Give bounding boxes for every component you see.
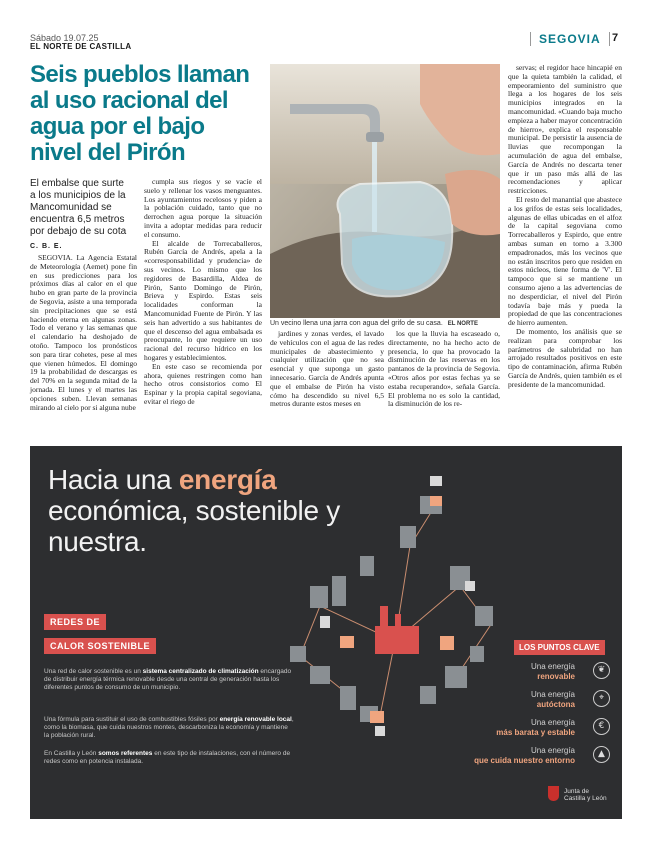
ad-paragraph-3 [44, 750, 294, 766]
logo-line: Castilla y León [564, 795, 607, 802]
logo-line: Junta de [564, 788, 589, 795]
section-name: SEGOVIA [530, 32, 610, 46]
text-span: en este tipo de instalaciones, con el número de redes como en potencia instalada. [44, 750, 291, 765]
text-span: Una fórmula para sustituir el uso de combustibles fósiles por [44, 716, 220, 723]
benefit-line: Una energía [530, 718, 575, 727]
article-subhead: El embalse que surte a los municipios de la Mancomunidad se encuentra 6,5 metros por debajo de su cota [30, 178, 127, 237]
ad-title-highlight: energía [178, 464, 277, 495]
newspaper-name: EL NORTE DE CASTILLA [30, 42, 132, 51]
issue-date: Sábado 19.07.25 [30, 33, 99, 43]
article-column-4 [388, 330, 500, 409]
benefit-highlight: más barata y estable [496, 728, 575, 737]
paragraph: SEGOVIA. La Agencia Estatal de Meteorología (Aemet) pone fin en sus predicciones para los próximos días al calor en el que hubo en gran parte de la provincia de Segovia, asiste a una temporada sin precipitaciones que se está haciendo eterna en algunas zonas. Todo el verano y las semanas que el calendario ha deshojado de otoño. Tampoco los pronósticos son para tirar cohetes, pese al mes que vienen húmedos. El domingo 19 la probabilidad de descargas es del 70% en la segunda mitad de la jornada. El lunes y el martes las opciones suben. Llevan semanas mirando al cielo por si alguna nube [30, 253, 137, 412]
power-plant-icon [375, 626, 419, 654]
benefit-item [425, 662, 575, 682]
benefit-line: Una energía [530, 662, 575, 671]
paragraph: El alcalde de Torrecaballeros, Rubén García de Andrés, apela a la «corresponsabilidad y prudencia» de sus vecinos. Lo mismo que los regidores de Basardilla, Aldea de Pirón, Santo Domingo de Pirón, Brieva y Espirdo. Estas seis localidades conforman la Mancomunidad Fuente de Pirón. Y las seis han advertido a sus habitantes de que el descenso del agua embalsada es preocupante, lo que requiere un uso racional del recurso hídrico en los hogares y establecimientos. [144, 238, 262, 362]
euro-icon: € [593, 718, 610, 735]
paragraph: los que la lluvia ha escaseado o, directamente, no ha hecho acto de presencia, lo que ha provocado la disminución de las reservas en los pantanos de la provincia de Segovia. «Otros años por estas fechas ya se estaba recuperando», señala García. El problema no es solo la cantidad, la disminución de los re- [388, 329, 500, 409]
article-column-5 [508, 64, 622, 389]
text-span: encargado de distribuir energía térmica renovable desde una central de generación hasta los diferentes puntos de consumo de un municipio. [44, 668, 292, 691]
ad-title-prefix: Hacia una [48, 464, 179, 495]
junta-logo-icon [548, 786, 559, 801]
location-icon: ⌖ [593, 690, 610, 707]
benefit-item [425, 746, 575, 766]
ad-paragraph-2 [44, 716, 294, 740]
article-column-3 [270, 330, 384, 409]
article-headline: Seis pueblos llaman al uso racional del agua por el bajo nivel del Pirón [30, 61, 250, 166]
paragraph: De momento, los análisis que se realizan para comprobar los parámetros de salubridad no han arrojado resultados positivos en este tipo de contaminación, afirma Rubén García de Andrés, quien también es el presidente de la mancomunidad. [508, 326, 622, 389]
caption-text: Un vecino llena una jarra con agua del grifo de su casa. [270, 320, 443, 327]
text-span: , como la biomasa, que cuida nuestros montes, descarboniza la economía y mantiene la población rural. [44, 716, 294, 739]
benefit-highlight: renovable [537, 672, 575, 681]
ad-tag-redes: REDES DE [44, 614, 106, 630]
ad-paragraph-1 [44, 668, 294, 692]
text-span: En Castilla y León [44, 750, 99, 757]
benefit-item [425, 718, 575, 738]
key-points-label: LOS PUNTOS CLAVE [514, 640, 605, 655]
benefit-item [425, 690, 575, 710]
leaf-icon: ❦ [593, 662, 610, 679]
text-bold: sistema centralizado de climatización [142, 668, 259, 675]
ad-tag-calor: CALOR SOSTENIBLE [44, 638, 156, 654]
paragraph: jardines y zonas verdes, el lavado de vehículos con el agua de las redes municipales de abastecimiento y cualquier utilización que no sea esencial y que suponga un gasto innecesario. García de Andrés apunta que el embalse de Pirón ha visto cómo ha descendido su nivel 6,5 metros durante estos meses en [270, 329, 384, 409]
mountain-icon: ▲ [593, 746, 610, 763]
benefit-line: Una energía [530, 746, 575, 755]
text-bold: somos referentes [98, 750, 153, 757]
benefit-line: Una energía [530, 690, 575, 699]
page-number: 7 [612, 32, 619, 44]
junta-logo-text [564, 788, 607, 802]
ad-title-rest: económica, sostenible y nuestra. [48, 495, 340, 557]
paragraph: El resto del manantial que abastece a los grifos de estas seis localidades, algunas de ellas ubicadas en el alfoz de la capital segoviana como Torrecaballeros y Espirdo, que entre ambas suman en torno a 3.300 empadronados, más los vecinos que no están inscritos pero que residen en estos núcleos, tiene forma de 'V'. El tampoco que si se mantiene un consumo ajeno a las advertencias de no desperdiciar, el nivel del Pirón todavía baje más y pueda la propiedad de que las concentraciones de hierro aumenten. [508, 194, 622, 328]
caption-credit: EL NORTE [447, 321, 478, 327]
article-column-1 [30, 254, 137, 412]
text-span: Una red de calor sostenible es un [44, 668, 143, 675]
benefit-highlight: que cuida nuestro entorno [474, 756, 575, 765]
water-tap-illustration [270, 64, 500, 318]
article-column-2 [144, 178, 262, 407]
paragraph: servas; el regidor hace hincapié en que la quieta también la calidad, el empeoramiento del suministro que llega a los hogares de los seis municipios integrados en la mancomunidad. «Cuando baja mucho empieza a haber mayor concentración de hierro», explica el responsable municipal. De persistir la ausencia de lluvias que recompongan la acumulación de agua del embalse, García de Andrés no descarta tener que ir un paso más allá de las recomendaciones y aplicar restricciones. [508, 63, 622, 196]
text-bold: energía renovable local [219, 716, 292, 723]
paragraph: En este caso se recomienda por ahora, quienes restringen como han hecho otros consistorios como El Espinar y la propia capital segoviana, evitar el riego de [144, 361, 262, 406]
benefit-highlight: autóctona [536, 700, 575, 709]
paragraph: cumpla sus riegos y se vacíe el suelo y rellenar los vasos menguantes. Los ayuntamientos recelosos y piden a la población cuidado, tanto que no derrochen agua porque la situación invita a adoptar medidas para reducir el consumo. [144, 177, 262, 239]
photo-caption [270, 320, 500, 327]
advertisement [30, 446, 622, 819]
article-photo [270, 64, 500, 318]
article-byline: C. B. E. [30, 243, 63, 250]
